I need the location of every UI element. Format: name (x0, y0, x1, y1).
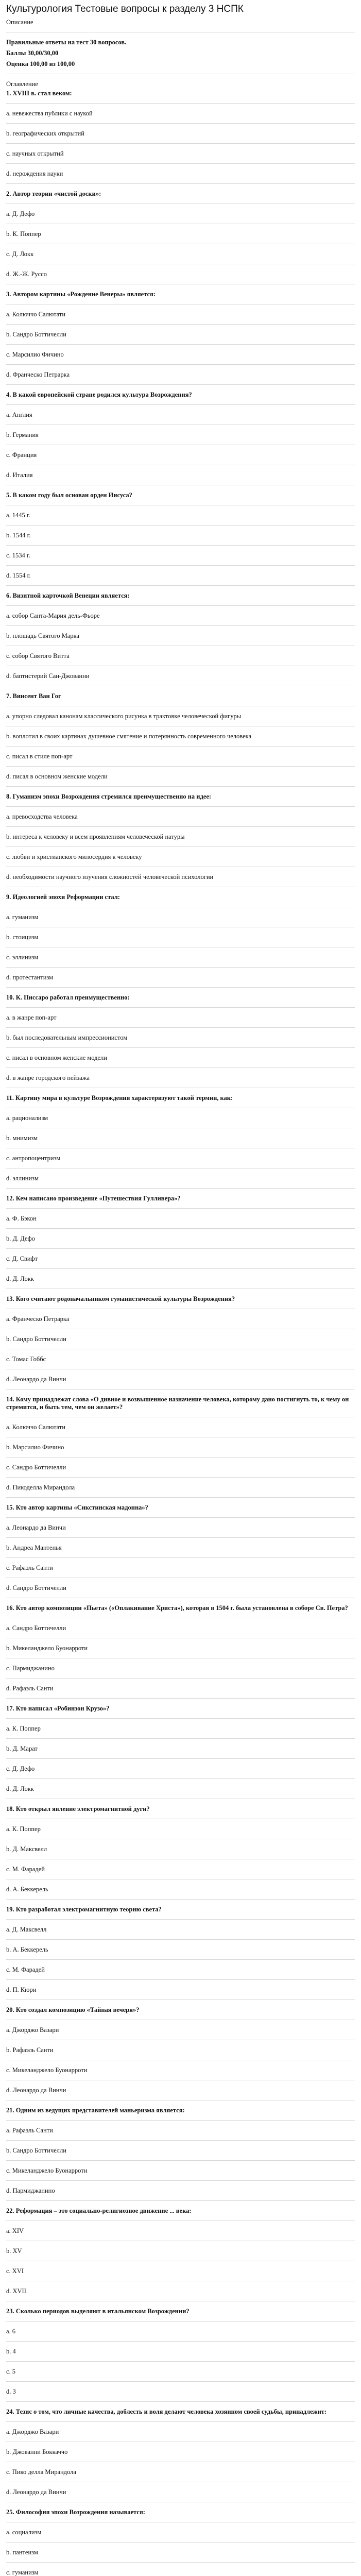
divider (6, 1067, 355, 1068)
question-item (6, 994, 355, 1088)
divider (6, 766, 355, 767)
divider (6, 1718, 355, 1719)
answer-option: c. писал в стиле поп-арт (6, 753, 73, 760)
answer-option: b. Д. Максвелл (6, 1845, 47, 1853)
answer-option: d. Ж.-Ж. Руссо (6, 270, 47, 278)
divider (6, 163, 355, 164)
question-item (6, 1906, 355, 2000)
answer-option: b. Д. Дефо (6, 1235, 36, 1242)
answer-option: a. Сандро Боттичелли (6, 1624, 66, 1632)
divider (6, 2361, 355, 2362)
answer-option: a. XIV (6, 2227, 24, 2234)
divider (6, 846, 355, 847)
question-text: 4. В какой европейской стране родился культура Возрождения? (6, 391, 192, 398)
question-text: 10. К. Писсаро работал преимущественно: (6, 994, 130, 1001)
divider (6, 2562, 355, 2563)
answer-option: a. 1445 г. (6, 512, 30, 519)
divider (6, 2200, 355, 2201)
divider (6, 2381, 355, 2382)
question-item (6, 2207, 355, 2301)
answer-option: d. Д. Локк (6, 1275, 34, 1282)
divider (6, 1939, 355, 1940)
answer-option: d. баптистерий Сан-Джованни (6, 672, 90, 680)
answer-option: b. Андреа Мантенья (6, 1544, 62, 1551)
divider (6, 1557, 355, 1558)
answer-option: b. А. Беккерель (6, 1946, 48, 1953)
answer-option: b. был последовательным импрессионистом (6, 1034, 128, 1041)
question-item (6, 1396, 355, 1498)
divider (6, 1228, 355, 1229)
divider (6, 1758, 355, 1759)
question-text: 16. Кто автор композиции «Пьета» («Оплакивание Христа»), которая в 1504 г. была установлена в соборе Св. Петра? (6, 1604, 348, 1612)
answer-option: c. 5 (6, 2368, 16, 2375)
answer-option: c. Марсилио Фичино (6, 351, 64, 358)
answer-option: b. воплотил в своих картинах душевное смятение и потерянность современного человека (6, 733, 252, 740)
question-text: 14. Кому принадлежат слова «О дивное и возвышенное назначение человека, которому дано постигнуть то, к чему он стремится, и быть тем, чем он желает»? (6, 1396, 349, 1411)
answer-option: b. Джованни Боккаччо (6, 2448, 68, 2455)
answer-option: c. Микеланджело Буонарроти (6, 2066, 88, 2074)
question-text: 7. Винсент Ван Гог (6, 692, 61, 700)
question-item (6, 893, 355, 988)
answer-option: c. Пико делла Мирандола (6, 2468, 76, 2476)
answer-option: c. Томас Гоббс (6, 1355, 46, 1363)
question-item (6, 692, 355, 787)
divider (6, 384, 355, 385)
question-item (6, 2308, 355, 2402)
divider (6, 2542, 355, 2543)
divider (6, 1027, 355, 1028)
answer-option: c. Пармиджанино (6, 1665, 55, 1672)
divider (6, 1979, 355, 1980)
question-text: 3. Автором картины «Рождение Венеры» является: (6, 291, 156, 298)
question-item (6, 1295, 355, 1389)
divider (6, 2180, 355, 2181)
question-text: 24. Тезис о том, что личные качества, доблесть и воля делают человека хозяином своей судьбы, принадлежит: (6, 2408, 327, 2415)
question-item (6, 1195, 355, 1289)
question-item (6, 793, 355, 887)
divider (6, 1698, 355, 1699)
question-text: 11. Картину мира в культуре Возрождения характеризуют такой термин, как: (6, 1094, 233, 1101)
divider (6, 2421, 355, 2422)
divider (6, 605, 355, 606)
answer-option: b. Рафаэль Санти (6, 2046, 54, 2054)
question-item (6, 1504, 355, 1598)
divider (6, 1738, 355, 1739)
question-text: 21. Одним из ведущих представителей маньеризма является: (6, 2107, 185, 2114)
question-text: 20. Кто создал композицию «Тайная вечеря»? (6, 2006, 140, 2013)
answer-option: b. пантеизм (6, 2549, 38, 2556)
divider (6, 1268, 355, 1269)
answer-option: d. Пармиджанино (6, 2187, 55, 2194)
question-item (6, 90, 355, 184)
divider (6, 1477, 355, 1478)
answer-option: a. К. Поппер (6, 1825, 41, 1833)
answer-option: b. интереса к человеку и всем проявлениям человеческой натуры (6, 833, 185, 840)
question-text: 5. В каком году был основан орден Иисуса? (6, 492, 132, 499)
answer-option: c. 1534 г. (6, 552, 30, 559)
answer-option: c. Д. Локк (6, 250, 34, 258)
answer-option: d. Д. Локк (6, 1785, 34, 1792)
divider (6, 123, 355, 124)
question-item (6, 592, 355, 686)
answer-option: a. Франческо Петрарка (6, 1315, 70, 1323)
answer-option: b. стоицизм (6, 934, 39, 941)
answer-option: a. Леонардо да Винчи (6, 1524, 66, 1531)
answer-option: b. Марсилио Фичино (6, 1444, 64, 1451)
answer-option: a. рационализм (6, 1114, 48, 1122)
answer-option: a. Джорджо Вазари (6, 2428, 59, 2435)
answer-option: b. Сандро Боттичелли (6, 1335, 66, 1343)
question-item (6, 2408, 355, 2502)
answer-option: d. П. Кюри (6, 1986, 37, 1993)
divider (6, 987, 355, 988)
answer-option: d. Пикоделла Мирандола (6, 1484, 75, 1491)
divider (6, 1497, 355, 1498)
divider (6, 1047, 355, 1048)
points-text: Баллы 30,00/30,00 (6, 49, 59, 57)
question-text: 19. Кто разработал электромагнитную теорию света? (6, 1906, 162, 1913)
answer-option: a. Колюччо Салютати (6, 311, 66, 318)
answer-option: c. эллинизм (6, 954, 39, 961)
divider (6, 585, 355, 586)
divider (6, 2160, 355, 2161)
answer-option: c. Рафаэль Санти (6, 1564, 53, 1571)
answer-option: b. Германия (6, 431, 39, 438)
question-list (6, 90, 355, 2576)
divider (6, 2140, 355, 2141)
answer-option: c. Д. Свифт (6, 1255, 38, 1262)
answer-option: a. Джорджо Вазари (6, 2026, 59, 2033)
answer-option: d. Леонардо да Винчи (6, 2488, 66, 2496)
question-item (6, 2107, 355, 2201)
divider (6, 2401, 355, 2402)
answer-option: a. Д. Максвелл (6, 1926, 47, 1933)
answer-option: c. М. Фарадей (6, 1866, 45, 1873)
answer-option: d. Леонардо да Винчи (6, 2087, 66, 2094)
question-item (6, 190, 355, 284)
correct-answers-text: Правильные ответы на тест 30 вопросов. (6, 39, 127, 46)
answer-option: c. Д. Дефо (6, 1765, 35, 1772)
question-text: 18. Кто открыл явление электромагнитной дуги? (6, 1805, 150, 1812)
divider (6, 1959, 355, 1960)
answer-option: d. Сандро Боттичелли (6, 1584, 66, 1591)
divider (6, 1457, 355, 1458)
divider (6, 143, 355, 144)
question-text: 13. Кого считают родоначальником гуманистической культуры Возрождения? (6, 1295, 235, 1302)
answer-option: d. А. Беккерель (6, 1886, 48, 1893)
question-text: 25. Философия эпохи Возрождения называется: (6, 2509, 145, 2516)
divider (6, 1007, 355, 1008)
divider (6, 1517, 355, 1518)
answer-option: c. любви и христианского милосердия к человеку (6, 853, 142, 860)
divider (6, 1537, 355, 1538)
answer-option: a. собор Санта-Мария дель-Фьоре (6, 612, 100, 619)
answer-option: a. Англия (6, 411, 32, 418)
divider (6, 2341, 355, 2342)
divider (6, 967, 355, 968)
question-item (6, 291, 355, 385)
answer-option: c. Сандро Боттичелли (6, 1464, 66, 1471)
answer-option: d. 1554 г. (6, 572, 31, 579)
question-item (6, 391, 355, 485)
divider (6, 1899, 355, 1900)
question-item (6, 1094, 355, 1189)
divider (6, 344, 355, 345)
toc-label: Оглавление (6, 80, 38, 88)
answer-option: b. площадь Святого Марка (6, 632, 79, 639)
answer-option: a. в жанре поп-арт (6, 1014, 57, 1021)
page-title: Культурология Тестовые вопросы к разделу 3 НСПК (6, 4, 244, 14)
answer-option: b. 4 (6, 2348, 16, 2355)
answer-option: d. Леонардо да Винчи (6, 1376, 66, 1383)
divider (6, 786, 355, 787)
question-item (6, 2006, 355, 2100)
divider (6, 404, 355, 405)
divider (6, 1188, 355, 1189)
divider (6, 2120, 355, 2121)
question-item (6, 492, 355, 586)
answer-option: b. Д. Марат (6, 1745, 38, 1752)
answer-option: d. протестантизм (6, 974, 54, 981)
divider (6, 183, 355, 184)
answer-option: d. писал в основном женские модели (6, 773, 108, 780)
answer-option: c. Франция (6, 451, 37, 459)
answer-option: c. писал в основном женские модели (6, 1054, 107, 1061)
question-text: 9. Идеологией эпохи Реформации стал: (6, 893, 120, 901)
question-text: 2. Автор теории «чистой доски»: (6, 190, 101, 197)
answer-option: d. эллинизм (6, 1175, 39, 1182)
divider (6, 525, 355, 526)
divider (6, 364, 355, 365)
answer-option: b. Сандро Боттичелли (6, 2147, 66, 2154)
answer-option: c. собор Святого Витта (6, 652, 70, 659)
question-item (6, 1705, 355, 1799)
answer-option: a. Ф. Бэкон (6, 1215, 37, 1222)
answer-option: d. XVII (6, 2287, 26, 2295)
answer-option: d. нерождения науки (6, 170, 63, 177)
question-text: 17. Кто написал «Робинзон Крузо»? (6, 1705, 110, 1712)
divider (6, 1999, 355, 2000)
answer-option: c. М. Фарадей (6, 1966, 45, 1973)
answer-option: a. К. Поппер (6, 1725, 41, 1732)
question-item (6, 2509, 355, 2576)
answer-option: a. Д. Дефо (6, 210, 35, 217)
answer-option: b. К. Поппер (6, 230, 41, 238)
question-text: 12. Кем написано произведение «Путешествия Гулливера»? (6, 1195, 181, 1202)
question-text: 15. Кто автор картины «Сикстинская мадонна»? (6, 1504, 148, 1511)
question-text: 1. XVIII в. стал веком: (6, 90, 72, 97)
divider (6, 545, 355, 546)
answer-option: a. Колюччо Салютати (6, 1423, 66, 1431)
answer-option: d. Италия (6, 471, 33, 479)
answer-option: b. географических открытий (6, 130, 84, 137)
question-text: 23. Сколько периодов выделяют в итальянском Возрождении? (6, 2308, 190, 2315)
answer-option: a. упорно следовал канонам классического рисунка в трактовке человеческой фигуры (6, 713, 242, 720)
divider (6, 565, 355, 566)
answer-option: a. 6 (6, 2328, 16, 2335)
answer-option: c. Микеланджело Буонарроти (6, 2167, 88, 2174)
answer-option: b. Сандро Боттичелли (6, 331, 66, 338)
divider (6, 1678, 355, 1679)
divider (6, 826, 355, 827)
answer-option: a. невежества публики с наукой (6, 110, 93, 117)
question-item (6, 1805, 355, 1900)
answer-option: c. XVI (6, 2267, 24, 2275)
question-text: 22. Реформация – это социально-религиозное движение ... века: (6, 2207, 192, 2214)
answer-option: b. мнимизм (6, 1134, 38, 1142)
answer-option: d. Франческо Петрарка (6, 371, 70, 378)
divider (6, 103, 355, 104)
answer-option: d. необходимости научного изучения сложностей человеческой психологии (6, 873, 214, 880)
question-item (6, 1604, 355, 1699)
question-text: 8. Гуманизм эпохи Возрождения стремился преимущественно на идее: (6, 793, 212, 800)
divider (6, 806, 355, 807)
description-label: Описание (6, 19, 33, 26)
answer-option: a. Рафаэль Санти (6, 2127, 53, 2134)
answer-option: a. гуманизм (6, 913, 39, 921)
answer-option: a. превосходства человека (6, 813, 78, 820)
answer-option: d. 3 (6, 2388, 16, 2395)
answer-option: c. гуманизм (6, 2569, 39, 2576)
question-text: 6. Визитной карточкой Венеции является: (6, 592, 130, 599)
divider (6, 625, 355, 626)
answer-option: b. Микеланджело Буонарроти (6, 1645, 88, 1652)
answer-option: c. научных открытий (6, 150, 64, 157)
grade-text: Оценка 100,00 из 100,00 (6, 60, 75, 67)
divider (6, 1208, 355, 1209)
divider (6, 1248, 355, 1249)
divider (6, 324, 355, 325)
answer-option: d. Рафаэль Санти (6, 1685, 54, 1692)
answer-option: d. в жанре городского пейзажа (6, 1074, 90, 1081)
divider (6, 1919, 355, 1920)
answer-option: b. 1544 г. (6, 532, 31, 539)
answer-option: b. XV (6, 2247, 22, 2255)
answer-option: c. антропоцентризм (6, 1155, 61, 1162)
divider (6, 746, 355, 747)
divider (6, 1778, 355, 1779)
answer-option: a. социализм (6, 2529, 42, 2536)
